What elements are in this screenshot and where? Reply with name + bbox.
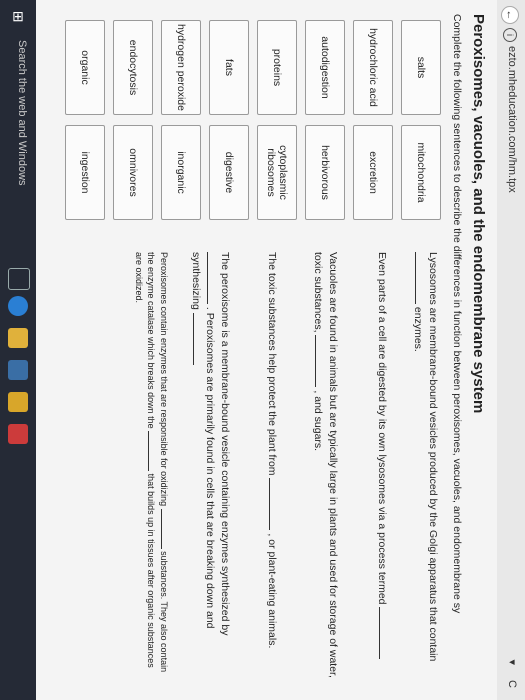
url-text[interactable]: ezto.mheducation.com/hm.tpx [506,46,518,193]
task-view-icon[interactable] [8,268,30,290]
sentence-autodigestion [374,252,389,682]
sentence-peroxisome [188,252,231,682]
info-icon[interactable]: i [503,28,517,42]
sentence-text: , or plant-eating animals. [266,533,278,649]
word-tile[interactable]: mitochondria [401,125,441,220]
word-tile[interactable]: herbivorous [305,125,345,220]
word-tile[interactable]: excretion [353,125,393,220]
sentence-lysosomes [411,252,439,682]
sentence-toxic-substances [264,252,279,682]
sentence-text: Lysosomes are membrane-bound vesicles produced by the Golgi apparatus that contain [427,252,439,662]
reload-icon[interactable]: ▾ C [506,659,518,694]
sentence-vacuoles [311,252,339,682]
sentence-text: enzymes. [412,306,425,352]
word-tile[interactable]: salts [401,20,441,115]
back-arrow-icon[interactable]: ← [501,6,519,24]
word-tile[interactable]: fats [209,20,249,115]
file-explorer-icon[interactable] [8,328,28,348]
instructions: Complete the following sentences to describe the differences in function between peroxisomes, vacuoles, and endomembrane sy [451,14,463,614]
answer-blank[interactable] [207,252,217,304]
word-tile[interactable]: endocytosis [113,20,153,115]
sentence-text: The toxic substances help protect the plant from [266,252,278,476]
browser-address-bar [496,0,525,700]
answer-blank[interactable] [161,509,171,549]
store-icon[interactable] [8,360,28,380]
answer-blank[interactable] [269,478,279,530]
windows-taskbar [0,0,36,700]
sentence-text: Vacuoles are found in animals but are typically large in plants and used for storage of water, toxic substances, [312,252,339,678]
chrome-icon[interactable] [8,392,28,412]
sentence-text: Even parts of a cell are digested by its own lysosomes via a process termed [376,252,388,605]
word-tile[interactable]: hydrogen peroxide [161,20,201,115]
word-tile[interactable]: cytoplasmic ribosomes [257,125,297,220]
sentence-text: The peroxisome is a membrane-bound vesicle containing enzymes synthesized by [219,252,231,636]
word-tile[interactable]: autodigestion [305,20,345,115]
sentence-catalase [133,252,171,682]
word-tile[interactable]: omnivores [113,125,153,220]
windows-icon[interactable]: ⊞ [12,8,24,24]
taskbar-search-box[interactable]: Search the web and Windows [16,40,28,186]
word-tile[interactable]: digestive [209,125,249,220]
answer-blank[interactable] [193,313,203,365]
word-tile[interactable]: proteins [257,20,297,115]
answer-blank[interactable] [148,431,158,471]
answer-blank[interactable] [379,607,389,659]
answer-blank[interactable] [415,252,425,304]
answer-blank[interactable] [315,335,325,387]
word-tile[interactable]: organic [65,20,105,115]
sentence-text: , and sugars. [312,390,325,452]
word-tile[interactable]: ingestion [65,125,105,220]
word-tile[interactable]: hydrochloric acid [353,20,393,115]
sentence-text: substances. They also contain the enzyme catalase which breaks down the [145,252,169,673]
page-title: Peroxisomes, vacuoles, and the endomembrane system [470,14,487,414]
word-tile[interactable]: inorganic [161,125,201,220]
app-icon[interactable] [8,424,28,444]
sentence-text: Peroxisomes contain enzymes that are responsible for oxidizing [159,252,169,507]
sentence-text: that builds up in tissues after organic substances are oxidized. [134,252,156,668]
edge-icon[interactable] [8,296,28,316]
sentence-text: . Peroxisomes are primarily found in cells that are breaking down and synthesizing [189,252,217,629]
